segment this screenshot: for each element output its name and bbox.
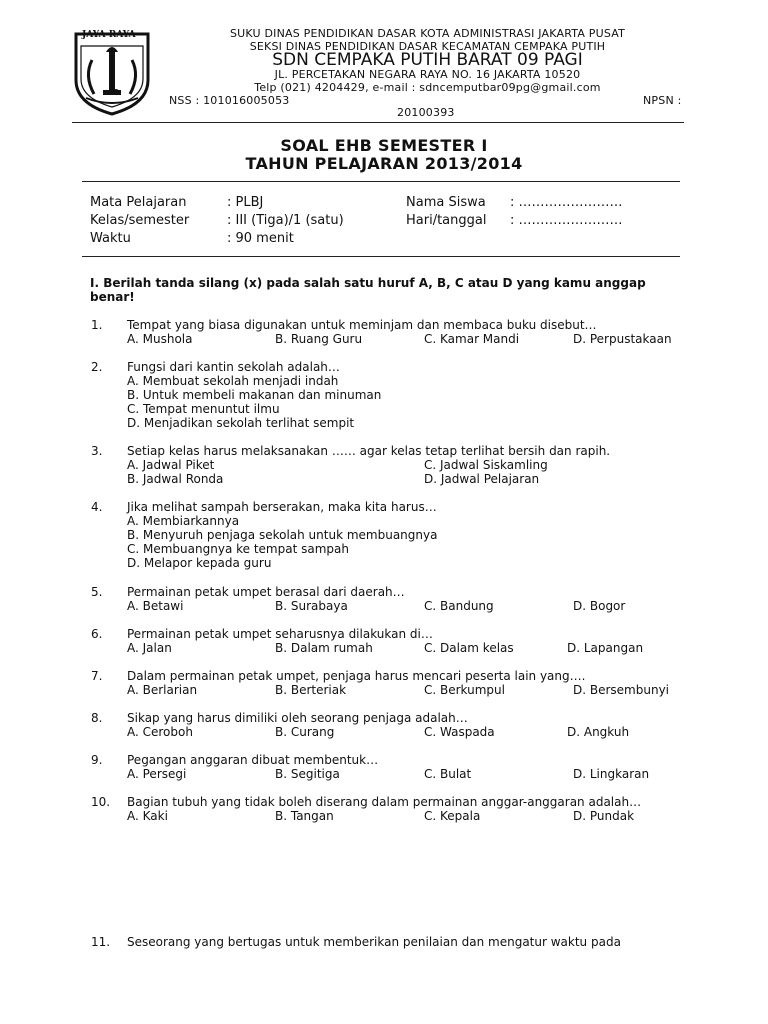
option-a[interactable]: A. Ceroboh [127,725,193,739]
option-b[interactable]: B. Jadwal Ronda [127,472,224,486]
header-agency-line: SUKU DINAS PENDIDIKAN DASAR KOTA ADMINISTRASI JAKARTA PUSAT [229,27,626,40]
question-number: 7. [91,669,103,683]
option-a[interactable]: A. Berlarian [127,683,198,697]
option-b[interactable]: B. Segitiga [275,767,340,781]
option-b[interactable]: B. Ruang Guru [275,332,363,346]
question-text: Fungsi dari kantin sekolah adalah… [127,360,340,374]
option-c[interactable]: C. Bulat [424,767,472,781]
question-number: 3. [91,444,103,458]
subject-value: : PLBJ [227,195,264,210]
question-text: Permainan petak umpet seharusnya dilakukan di… [127,627,433,641]
question-number: 5. [91,585,103,599]
option-d[interactable]: D. Menjadikan sekolah terlihat sempit [127,416,355,430]
option-a[interactable]: A. Jadwal Piket [127,458,215,472]
question-text: Pegangan anggaran dibuat membentuk… [127,753,379,767]
question-number: 4. [91,500,103,514]
question-text: Dalam permainan petak umpet, penjaga harus mencari peserta lain yang…. [127,669,586,683]
option-b[interactable]: B. Untuk membeli makanan dan minuman [127,388,382,402]
option-d[interactable]: D. Perpustakaan [573,332,672,346]
subject-label: Mata Pelajaran [90,195,187,210]
option-a[interactable]: A. Membuat sekolah menjadi indah [127,374,339,388]
option-b[interactable]: B. Curang [275,725,335,739]
class-label: Kelas/semester [90,213,190,228]
header-divider [72,122,684,123]
option-d[interactable]: D. Angkuh [567,725,630,739]
question-number: 1. [91,318,103,332]
option-c[interactable]: C. Bandung [424,599,494,613]
question-number: 2. [91,360,103,374]
option-b[interactable]: B. Tangan [275,809,334,823]
exam-title: SOAL EHB SEMESTER I [280,136,488,155]
question-number: 10. [91,795,111,809]
option-c[interactable]: C. Dalam kelas [424,641,514,655]
option-d[interactable]: D. Bersembunyi [573,683,670,697]
option-c[interactable]: C. Berkumpul [424,683,505,697]
time-value: : 90 menit [227,231,294,246]
option-b[interactable]: B. Berteriak [275,683,347,697]
school-name: SDN CEMPAKA PUTIH BARAT 09 PAGI [272,50,583,70]
option-a[interactable]: A. Betawi [127,599,184,613]
option-a[interactable]: A. Kaki [127,809,168,823]
option-c[interactable]: C. Waspada [424,725,495,739]
option-a[interactable]: A. Jalan [127,641,172,655]
option-c[interactable]: C. Membuangnya ke tempat sampah [127,542,349,556]
question-number: 6. [91,627,103,641]
option-d[interactable]: D. Lingkaran [573,767,650,781]
nss-number: NSS : 101016005053 [169,94,290,107]
student-name-label: Nama Siswa [406,195,486,210]
question-text: Permainan petak umpet berasal dari daerah… [127,585,405,599]
question-text: Jika melihat sampah berserakan, maka kita harus… [127,500,437,514]
option-d[interactable]: D. Pundak [573,809,635,823]
option-b[interactable]: B. Surabaya [275,599,348,613]
logo-number: 09 [108,88,120,97]
question-number: 8. [91,711,103,725]
question-number: 9. [91,753,103,767]
info-divider [82,256,680,257]
option-a[interactable]: A. Persegi [127,767,187,781]
school-contact: Telp (021) 4204429, e-mail : sdncemputbar09pg@gmail.com [254,81,601,94]
question-number: 11. [91,935,111,949]
option-c[interactable]: C. Kamar Mandi [424,332,520,346]
header-section-line: SEKSI DINAS PENDIDIKAN DASAR KECAMATAN CEMPAKA PUTIH [249,40,606,53]
option-b[interactable]: B. Dalam rumah [275,641,373,655]
instruction-text-cont: benar! [90,290,135,304]
option-c[interactable]: C. Kepala [424,809,481,823]
option-d[interactable]: D. Lapangan [567,641,644,655]
student-name-field[interactable]: : …………………… [510,195,623,210]
question-text: Bagian tubuh yang tidak boleh diserang dalam permainan anggar-anggaran adalah… [127,795,642,809]
option-d[interactable]: D. Bogor [573,599,626,613]
question-text: Tempat yang biasa digunakan untuk meminjam dan membaca buku disebut… [127,318,597,332]
question-text: Sikap yang harus dimiliki oleh seorang penjaga adalah… [127,711,468,725]
option-b[interactable]: B. Menyuruh penjaga sekolah untuk membuangnya [127,528,438,542]
option-d[interactable]: D. Jadwal Pelajaran [424,472,540,486]
time-label: Waktu [90,231,131,246]
option-a[interactable]: A. Membiarkannya [127,514,240,528]
title-divider-top [82,181,680,182]
date-label: Hari/tanggal [406,213,487,228]
logo-motto: JAYA RAYA [82,30,136,40]
question-text: Setiap kelas harus melaksanakan …… agar kelas tetap terlihat bersih dan rapih. [127,444,611,458]
question-text: Seseorang yang bertugas untuk memberikan penilaian dan mengatur waktu pada [127,935,621,949]
option-a[interactable]: A. Mushola [127,332,193,346]
academic-year: TAHUN PELAJARAN 2013/2014 [245,154,523,173]
option-d[interactable]: D. Melapor kepada guru [127,556,272,570]
class-value: : III (Tiga)/1 (satu) [227,213,344,228]
npsn-label: NPSN : [643,94,682,107]
option-c[interactable]: C. Tempat menuntut ilmu [127,402,280,416]
option-c[interactable]: C. Jadwal Siskamling [424,458,548,472]
npsn-number: 20100393 [397,106,455,119]
date-field[interactable]: : …………………… [510,213,623,228]
school-address: JL. PERCETAKAN NEGARA RAYA NO. 16 JAKARTA 10520 [274,68,581,81]
instruction-text: I. Berilah tanda silang (x) pada salah satu huruf A, B, C atau D yang kamu anggap [90,276,646,290]
